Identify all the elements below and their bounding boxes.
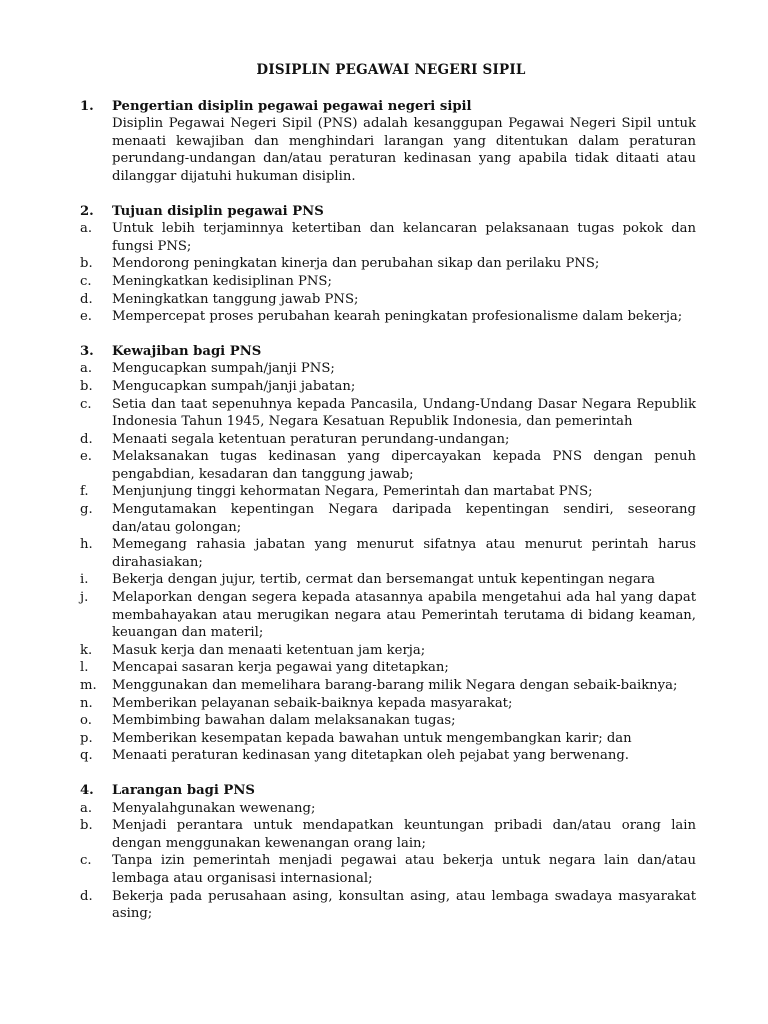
list-item-marker: o. — [80, 713, 92, 729]
section-paragraph: Disiplin Pegawai Negeri Sipil (PNS) adalah kesanggupan Pegawai Negeri Sipil untuk menaati kewajiban dan menghindari larangan yang ditentukan dalam peraturan perundang-undangan dan/atau peraturan kedinasan yang apabila tidak ditaati atau dilanggar dijatuhi hukuman disiplin. — [112, 116, 696, 184]
section-heading-text: Kewajiban bagi PNS — [112, 343, 262, 359]
section-list — [80, 800, 696, 923]
list-item-text: Menyalahgunakan wewenang; — [112, 800, 316, 816]
section-2 — [80, 203, 696, 326]
list-item-text: Masuk kerja dan menaati ketentuan jam kerja; — [112, 642, 426, 658]
list-item-text: Mengucapkan sumpah/janji PNS; — [112, 361, 335, 377]
section-heading-text: Pengertian disiplin pegawai pegawai negeri sipil — [112, 98, 472, 114]
list-item — [80, 360, 696, 378]
section-4 — [80, 782, 696, 923]
list-item-marker: k. — [80, 642, 93, 658]
section-list — [80, 360, 696, 765]
list-item-text: Mempercepat proses perubahan kearah peningkatan profesionalisme dalam bekerja; — [112, 309, 683, 325]
list-item-text: Melaporkan dengan segera kepada atasannya apabila mengetahui ada hal yang dapat membahayakan atau merugikan negara atau Pemerintah terutama di bidang keaman, keuangan dan materil; — [112, 590, 696, 641]
section-number: 4. — [80, 782, 94, 798]
section-number: 3. — [80, 343, 94, 359]
list-item — [80, 220, 696, 255]
list-item-text: Setia dan taat sepenuhnya kepada Pancasila, Undang-Undang Dasar Negara Republik Indonesia Tahun 1945, Negara Kesatuan Republik Indonesia, dan pemerintah — [112, 396, 696, 430]
list-item — [80, 817, 696, 852]
list-item — [80, 747, 696, 765]
section-heading — [80, 343, 696, 361]
section-list — [80, 220, 696, 326]
list-item-text: Menaati peraturan kedinasan yang ditetapkan oleh pejabat yang berwenang. — [112, 748, 629, 764]
document-title: DISIPLIN PEGAWAI NEGERI SIPIL — [256, 62, 526, 78]
list-item — [80, 659, 696, 677]
list-item — [80, 291, 696, 309]
list-item-marker: c. — [80, 396, 92, 412]
list-item-marker: l. — [80, 660, 89, 676]
list-item-text: Memberikan kesempatan kepada bawahan untuk mengembangkan karir; dan — [112, 730, 632, 746]
list-item — [80, 483, 696, 501]
section-number: 2. — [80, 203, 94, 219]
section-heading — [80, 203, 696, 221]
list-item-marker: d. — [80, 888, 93, 904]
list-item — [80, 677, 696, 695]
list-item — [80, 536, 696, 571]
section-heading — [80, 98, 696, 116]
section-heading-text: Larangan bagi PNS — [112, 782, 255, 798]
list-item — [80, 501, 696, 536]
list-item-marker: d. — [80, 291, 93, 307]
list-item-marker: n. — [80, 695, 93, 711]
list-item — [80, 396, 696, 431]
section-heading-text: Tujuan disiplin pegawai PNS — [112, 203, 324, 219]
list-item-text: Melaksanakan tugas kedinasan yang dipercayakan kepada PNS dengan penuh pengabdian, kesadaran dan tanggung jawab; — [112, 449, 696, 482]
list-item-marker: b. — [80, 818, 93, 834]
list-item — [80, 695, 696, 713]
list-item — [80, 852, 696, 887]
list-item — [80, 255, 696, 273]
list-item-marker: q. — [80, 748, 93, 764]
list-item-marker: g. — [80, 502, 93, 518]
list-item-marker: c. — [80, 273, 92, 289]
sections-container — [80, 98, 696, 923]
list-item-text: Menggunakan dan memelihara barang-barang milik Negara dengan sebaik-baiknya; — [112, 678, 678, 693]
list-item — [80, 431, 696, 449]
list-item-marker: p. — [80, 730, 93, 746]
list-item-text: Mengutamakan kepentingan Negara daripada kepentingan sendiri, seseorang dan/atau golongan; — [112, 502, 696, 535]
list-item-marker: h. — [80, 537, 93, 553]
list-item-text: Untuk lebih terjaminnya ketertiban dan kelancaran pelaksanaan tugas pokok dan fungsi PNS; — [112, 221, 696, 254]
list-item-text: Meningkatkan kedisiplinan PNS; — [112, 273, 332, 289]
list-item — [80, 888, 696, 923]
list-item-marker: e. — [80, 449, 92, 465]
list-item — [80, 308, 696, 326]
list-item-marker: b. — [80, 256, 93, 272]
list-item-text: Tanpa izin pemerintah menjadi pegawai atau bekerja untuk negara lain dan/atau lembaga atau organisasi internasional; — [112, 853, 696, 886]
list-item-marker: e. — [80, 309, 92, 325]
list-item-marker: i. — [80, 572, 89, 588]
section-1 — [80, 98, 696, 186]
list-item-text: Mengucapkan sumpah/janji jabatan; — [112, 378, 356, 394]
list-item-marker: j. — [80, 590, 89, 606]
list-item-text: Memegang rahasia jabatan yang menurut sifatnya atau menurut perintah harus dirahasiakan; — [112, 537, 696, 570]
list-item-text: Bekerja pada perusahaan asing, konsultan asing, atau lembaga swadaya masyarakat asing; — [112, 888, 696, 922]
list-item — [80, 378, 696, 396]
list-item-marker: a. — [80, 800, 93, 816]
list-item-marker: m. — [80, 678, 97, 693]
list-item-marker: f. — [80, 484, 89, 500]
section-number: 1. — [80, 98, 94, 114]
list-item — [80, 273, 696, 291]
list-item-marker: a. — [80, 221, 93, 237]
list-item-text: Memberikan pelayanan sebaik-baiknya kepada masyarakat; — [112, 695, 513, 711]
list-item — [80, 642, 696, 660]
list-item-text: Bekerja dengan jujur, tertib, cermat dan bersemangat untuk kepentingan negara — [112, 572, 656, 588]
list-item — [80, 448, 696, 483]
list-item — [80, 712, 696, 730]
list-item — [80, 800, 696, 818]
list-item-text: Membimbing bawahan dalam melaksanakan tugas; — [112, 713, 456, 729]
list-item-text: Menjadi perantara untuk mendapatkan keuntungan pribadi dan/atau orang lain dengan menggunakan kewenangan orang lain; — [112, 818, 696, 851]
list-item-text: Menaati segala ketentuan peraturan perundang-undangan; — [112, 431, 510, 447]
list-item — [80, 589, 696, 642]
list-item-marker: b. — [80, 378, 93, 394]
list-item-marker: d. — [80, 431, 93, 447]
list-item-text: Mencapai sasaran kerja pegawai yang ditetapkan; — [112, 660, 449, 676]
list-item — [80, 571, 696, 589]
list-item-text: Meningkatkan tanggung jawab PNS; — [112, 291, 359, 307]
list-item — [80, 730, 696, 748]
section-3 — [80, 343, 696, 765]
section-heading — [80, 782, 696, 800]
list-item-marker: a. — [80, 361, 93, 377]
list-item-text: Menjunjung tinggi kehormatan Negara, Pemerintah dan martabat PNS; — [112, 484, 593, 500]
list-item-text: Mendorong peningkatan kinerja dan perubahan sikap dan perilaku PNS; — [112, 256, 600, 272]
list-item-marker: c. — [80, 853, 92, 869]
